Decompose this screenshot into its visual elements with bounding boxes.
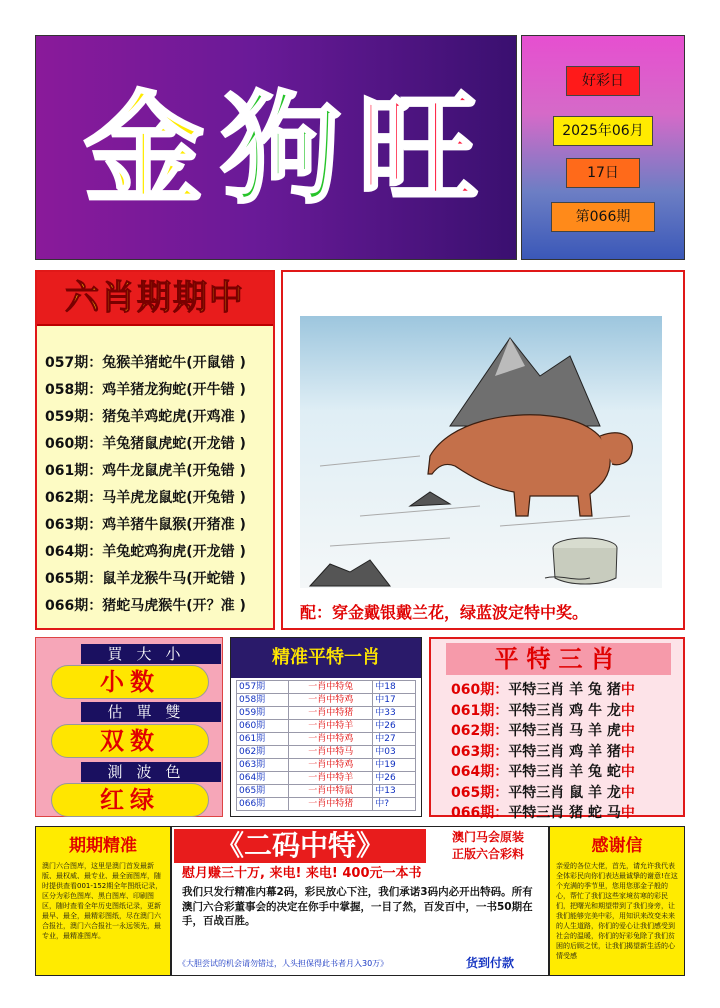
three-zodiac-text: 平特三肖 羊 兔 猪 [508, 682, 621, 698]
picture-box [281, 270, 685, 630]
picture-caption: 配：穿金戴银戴兰花，绿蓝波定特中奖。 [300, 603, 589, 622]
list-item [451, 720, 635, 740]
parity-answer: 双数 [51, 724, 209, 758]
table-cell-issue: 065期 [237, 785, 289, 798]
table-cell-issue: 061期 [237, 733, 289, 746]
three-zodiac-text: 平特三肖 鼠 羊 龙 [508, 784, 621, 801]
table-row [237, 759, 416, 772]
size-parity-color-box [35, 637, 223, 817]
table-cell-text: 一肖中特鼠 [289, 785, 373, 798]
three-zodiac-issue: 066期： [451, 805, 509, 821]
thanks-letter-box [549, 826, 685, 976]
three-zodiac-box [429, 637, 685, 821]
date-panel [521, 35, 685, 260]
table-cell-text: 一肖中特羊 [289, 772, 373, 785]
list-item: 063期：鸡羊猪牛鼠猴(开猪准 ) [45, 517, 246, 533]
list-item [451, 761, 635, 781]
three-zodiac-hit: 中 [620, 702, 635, 719]
table-cell-result: 中18 [373, 681, 416, 694]
table-cell-issue: 060期 [237, 720, 289, 733]
table-cell-issue: 059期 [237, 707, 289, 720]
three-zodiac-hit: 中 [620, 682, 635, 698]
wave-color-answer: 红绿 [51, 783, 209, 817]
two-code-body: 我们只发行精准内幕2码，彩民放心下注，我们承诺3码内必开出特码。所有澳门六合彩董事会的决定在你手中掌握，一目了然，百发百中，一书50期在手，百战百胜。 [182, 886, 533, 927]
table-cell-text: 一肖中特猪 [289, 707, 373, 720]
list-item: 057期：兔猴羊猪蛇牛(开鼠错 ) [45, 355, 246, 371]
precise-zodiac-title: 精准平特一肖 [231, 638, 421, 678]
three-zodiac-issue: 064期： [451, 764, 509, 780]
table-row [237, 798, 416, 811]
table-cell-text: 一肖中特鸡 [289, 759, 373, 772]
cash-on-delivery: 货到付款 [466, 956, 515, 970]
three-zodiac-hit: 中 [620, 743, 635, 760]
list-item: 060期：羊兔猪鼠虎蛇(开龙错 ) [45, 436, 246, 452]
table-cell-text: 一肖中特兔 [289, 681, 373, 694]
list-item: 065期：鼠羊龙猴牛马(开蛇错 ) [45, 571, 246, 587]
list-item [451, 782, 635, 802]
day-tag: 17日 [566, 158, 640, 188]
table-row [237, 694, 416, 707]
thanks-title: 感谢信 [591, 836, 643, 856]
list-item [451, 741, 635, 761]
table-cell-text: 一肖中特鸡 [289, 694, 373, 707]
list-item: 062期：马羊虎龙鼠蛇(开兔错 ) [45, 490, 246, 506]
three-zodiac-text: 平特三肖 鸡 羊 猪 [508, 743, 621, 760]
list-item: 061期：鸡牛龙鼠虎羊(开兔错 ) [45, 463, 246, 479]
six-zodiac-title: 六肖期期中 [65, 278, 245, 318]
precise-zodiac-table [236, 680, 416, 811]
source-line-1: 澳门马会原装 [451, 830, 524, 844]
three-zodiac-issue: 063期： [451, 743, 509, 760]
table-cell-result: 中26 [373, 772, 416, 785]
wave-color-label: 測波色 [81, 762, 221, 782]
table-cell-result: 中? [373, 798, 416, 811]
table-cell-result: 中17 [373, 694, 416, 707]
accuracy-box [35, 826, 171, 976]
table-cell-issue: 057期 [237, 681, 289, 694]
three-zodiac-issue: 060期： [451, 682, 509, 698]
three-zodiac-issue: 061期： [451, 702, 509, 719]
table-row [237, 785, 416, 798]
list-item [451, 700, 635, 720]
list-item: 058期：鸡羊猪龙狗蛇(开牛错 ) [45, 382, 246, 398]
table-row [237, 733, 416, 746]
accuracy-text: 澳门六合图库，这里是澳门首发最新版、最权威、最专业、最全面图库，随时提供查看001-152期全年图纸记录，区分为彩色图库、黑白图库、印刷图区，随时查看全年历史图纸记录，更新最早、最全，最精彩图纸，尽在澳门六合报社，澳门六合报社一永远领先，最专业，最精准图库。 [42, 862, 163, 940]
three-zodiac-title: 平特三肖 [446, 643, 671, 675]
list-item [451, 679, 635, 699]
issue-tag: 第066期 [551, 202, 655, 232]
table-cell-issue: 063期 [237, 759, 289, 772]
table-cell-text: 一肖中特羊 [289, 720, 373, 733]
three-zodiac-hit: 中 [620, 723, 635, 739]
three-zodiac-text: 平特三肖 马 羊 虎 [508, 723, 621, 739]
table-cell-result: 中19 [373, 759, 416, 772]
table-cell-issue: 062期 [237, 746, 289, 759]
accuracy-title: 期期精准 [69, 836, 137, 856]
anteater-illustration [300, 316, 662, 588]
source-line-2: 正版六合彩料 [451, 847, 524, 861]
table-cell-issue: 066期 [237, 798, 289, 811]
two-code-footer: 《大胆尝试的机会请勿错过，人头担保得此书者月入30万》 [178, 959, 389, 968]
three-zodiac-text: 平特三肖 鸡 牛 龙 [508, 702, 621, 719]
table-cell-result: 中03 [373, 746, 416, 759]
three-zodiac-issue: 062期： [451, 723, 509, 739]
parity-label: 估單雙 [81, 702, 221, 722]
table-cell-result: 中27 [373, 733, 416, 746]
two-code-title: 《二码中特》 [174, 829, 426, 863]
three-zodiac-hit: 中 [620, 805, 635, 821]
three-zodiac-hit: 中 [620, 764, 635, 780]
table-cell-text: 一肖中特马 [289, 746, 373, 759]
bet-size-answer: 小数 [51, 665, 209, 699]
table-cell-issue: 058期 [237, 694, 289, 707]
title-char-3: 旺 [358, 81, 478, 220]
list-item [451, 802, 635, 822]
table-cell-result: 中26 [373, 720, 416, 733]
table-row [237, 772, 416, 785]
two-code-slogan: 慰月赚三十万, 来电! 来电! 400元一本书 [182, 866, 422, 881]
title-char-1: 金 [84, 81, 204, 220]
three-zodiac-issue: 065期： [451, 784, 509, 801]
table-row [237, 681, 416, 694]
table-cell-text: 一肖中特猪 [289, 798, 373, 811]
table-cell-issue: 064期 [237, 772, 289, 785]
table-row [237, 720, 416, 733]
list-item: 059期：猪兔羊鸡蛇虎(开鸡准 ) [45, 409, 246, 425]
bet-size-label: 買大小 [81, 644, 221, 664]
two-code-box [171, 826, 549, 976]
three-zodiac-hit: 中 [620, 784, 635, 801]
three-zodiac-text: 平特三肖 羊 兔 蛇 [508, 764, 621, 780]
six-zodiac-title-bar [37, 272, 273, 326]
thanks-text: 亲爱的各位大佬，首先，请允许我代表全体彩民向你们表达最诚挚的谢意!在这个充满的季节里，您用您那金子般的心，帮忙了我们这些家境贫寒的彩民们，把曙光和期望带到了我们身旁，让我们能够完美中彩，用知识来改变未来的人生道路，你们的爱心让我们感受到社会的温暖，你们的好彩兔除了我们贫困的后顾之忧，让我们揭望新生活的心情受感 [556, 862, 678, 960]
three-zodiac-text: 平特三肖 猪 蛇 马 [508, 805, 621, 821]
table-cell-result: 中13 [373, 785, 416, 798]
table-cell-text: 一肖中特鸡 [289, 733, 373, 746]
year-month-tag: 2025年06月 [553, 116, 653, 146]
title-char-2: 狗 [221, 81, 341, 220]
header-banner [35, 35, 517, 260]
list-item: 066期：猪蛇马虎猴牛(开？准 ) [45, 598, 246, 614]
table-row [237, 746, 416, 759]
table-cell-result: 中33 [373, 707, 416, 720]
table-row [237, 707, 416, 720]
precise-zodiac-box [230, 637, 422, 817]
lucky-day-tag: 好彩日 [566, 66, 640, 96]
list-item: 064期：羊兔蛇鸡狗虎(开龙错 ) [45, 544, 246, 560]
